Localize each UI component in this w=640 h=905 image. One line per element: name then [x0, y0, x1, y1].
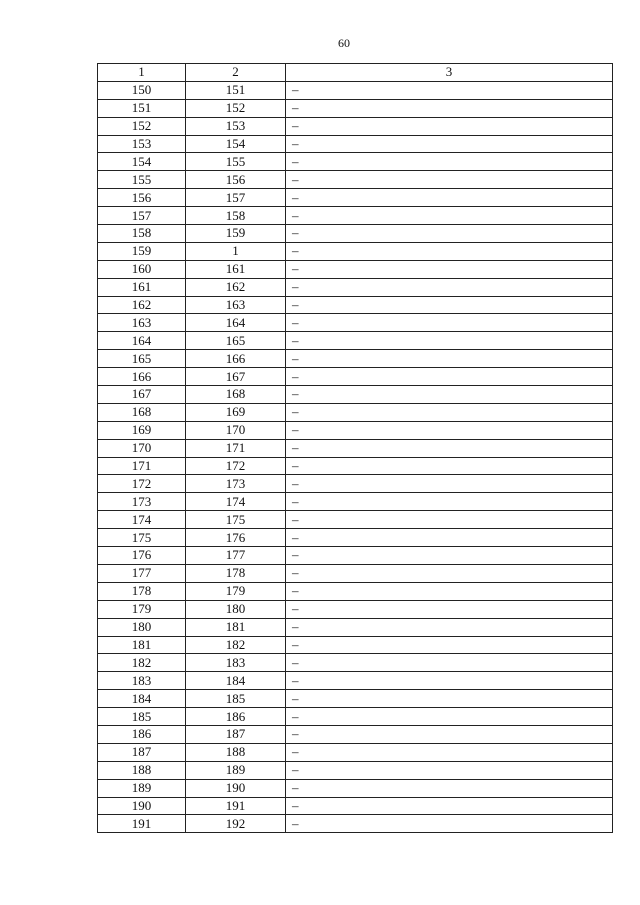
table-cell-col-1: 190 — [98, 797, 186, 815]
table-header — [98, 64, 613, 82]
table-cell-col-3: – — [286, 135, 613, 153]
table-cell-col-1: 171 — [98, 457, 186, 475]
table-row — [98, 135, 613, 153]
table-cell-col-1: 177 — [98, 564, 186, 582]
table-cell-col-1: 170 — [98, 439, 186, 457]
table-cell-col-2: 187 — [186, 725, 286, 743]
table-row — [98, 529, 613, 547]
table-cell-col-2: 158 — [186, 207, 286, 225]
table-cell-col-2: 169 — [186, 403, 286, 421]
table-cell-col-1: 162 — [98, 296, 186, 314]
table-cell-col-3: – — [286, 386, 613, 404]
table-cell-col-3: – — [286, 368, 613, 386]
table-row — [98, 207, 613, 225]
table-row — [98, 242, 613, 260]
table-cell-col-1: 186 — [98, 725, 186, 743]
table-cell-col-3: – — [286, 636, 613, 654]
table-cell-col-1: 188 — [98, 761, 186, 779]
table-cell-col-1: 166 — [98, 368, 186, 386]
table-row — [98, 117, 613, 135]
table-row — [98, 153, 613, 171]
table-row — [98, 386, 613, 404]
table-row — [98, 260, 613, 278]
table-cell-col-2: 163 — [186, 296, 286, 314]
table-cell-col-3: – — [286, 815, 613, 833]
table-cell-col-3: – — [286, 547, 613, 565]
table-cell-col-1: 163 — [98, 314, 186, 332]
data-table — [97, 63, 613, 833]
table-cell-col-3: – — [286, 260, 613, 278]
table-cell-col-2: 156 — [186, 171, 286, 189]
table-cell-col-1: 182 — [98, 654, 186, 672]
table-cell-col-1: 161 — [98, 278, 186, 296]
table-cell-col-2: 176 — [186, 529, 286, 547]
table-cell-col-1: 180 — [98, 618, 186, 636]
table-cell-col-2: 175 — [186, 511, 286, 529]
table-cell-col-2: 191 — [186, 797, 286, 815]
table-row — [98, 564, 613, 582]
table-cell-col-3: – — [286, 493, 613, 511]
table-cell-col-2: 192 — [186, 815, 286, 833]
table-cell-col-3: – — [286, 225, 613, 243]
table-cell-col-1: 185 — [98, 708, 186, 726]
table-row — [98, 636, 613, 654]
table-row — [98, 708, 613, 726]
table-row — [98, 225, 613, 243]
table-cell-col-3: – — [286, 511, 613, 529]
table-cell-col-1: 158 — [98, 225, 186, 243]
table-cell-col-2: 189 — [186, 761, 286, 779]
table-cell-col-3: – — [286, 350, 613, 368]
table-cell-col-1: 150 — [98, 81, 186, 99]
table-body — [98, 81, 613, 832]
table-row — [98, 171, 613, 189]
table-cell-col-2: 166 — [186, 350, 286, 368]
table-cell-col-2: 180 — [186, 600, 286, 618]
table-cell-col-2: 178 — [186, 564, 286, 582]
table-row — [98, 350, 613, 368]
table-row — [98, 600, 613, 618]
table-cell-col-1: 151 — [98, 99, 186, 117]
table-row — [98, 547, 613, 565]
table-row — [98, 368, 613, 386]
table-row — [98, 690, 613, 708]
table-cell-col-3: – — [286, 564, 613, 582]
table-cell-col-3: – — [286, 743, 613, 761]
table-cell-col-3: – — [286, 81, 613, 99]
table-row — [98, 403, 613, 421]
table-cell-col-3: – — [286, 153, 613, 171]
table-cell-col-1: 179 — [98, 600, 186, 618]
table-row — [98, 99, 613, 117]
table-row — [98, 511, 613, 529]
table-row — [98, 761, 613, 779]
table-row — [98, 457, 613, 475]
table-row — [98, 654, 613, 672]
table-cell-col-3: – — [286, 582, 613, 600]
table-cell-col-1: 174 — [98, 511, 186, 529]
table-cell-col-3: – — [286, 242, 613, 260]
table-row — [98, 797, 613, 815]
table-cell-col-2: 188 — [186, 743, 286, 761]
table-cell-col-1: 154 — [98, 153, 186, 171]
table-cell-col-3: – — [286, 654, 613, 672]
table-cell-col-1: 155 — [98, 171, 186, 189]
table-cell-col-3: – — [286, 314, 613, 332]
column-header-3: 3 — [286, 64, 613, 82]
table-row — [98, 278, 613, 296]
table-cell-col-1: 156 — [98, 189, 186, 207]
table-cell-col-2: 174 — [186, 493, 286, 511]
table-cell-col-2: 157 — [186, 189, 286, 207]
table-row — [98, 582, 613, 600]
table-cell-col-2: 159 — [186, 225, 286, 243]
table-cell-col-3: – — [286, 296, 613, 314]
table-cell-col-1: 169 — [98, 421, 186, 439]
table-row — [98, 439, 613, 457]
page-number: 60 — [338, 36, 350, 50]
table-cell-col-1: 173 — [98, 493, 186, 511]
table-cell-col-2: 173 — [186, 475, 286, 493]
table-row — [98, 743, 613, 761]
table-cell-col-2: 185 — [186, 690, 286, 708]
table-cell-col-2: 162 — [186, 278, 286, 296]
table-row — [98, 475, 613, 493]
table-cell-col-2: 183 — [186, 654, 286, 672]
table-cell-col-2: 167 — [186, 368, 286, 386]
table-cell-col-2: 152 — [186, 99, 286, 117]
table-cell-col-3: – — [286, 332, 613, 350]
table-header-row — [98, 64, 613, 82]
table-cell-col-3: – — [286, 278, 613, 296]
table-cell-col-2: 184 — [186, 672, 286, 690]
table-cell-col-3: – — [286, 618, 613, 636]
table-cell-col-3: – — [286, 672, 613, 690]
table-cell-col-1: 176 — [98, 547, 186, 565]
table-cell-col-2: 165 — [186, 332, 286, 350]
column-header-1: 1 — [98, 64, 186, 82]
table-cell-col-1: 153 — [98, 135, 186, 153]
table-cell-col-3: – — [286, 171, 613, 189]
table-cell-col-2: 181 — [186, 618, 286, 636]
table-cell-col-3: – — [286, 529, 613, 547]
table-cell-col-3: – — [286, 421, 613, 439]
table-cell-col-1: 172 — [98, 475, 186, 493]
table-row — [98, 672, 613, 690]
table-row — [98, 296, 613, 314]
table-cell-col-2: 190 — [186, 779, 286, 797]
table-cell-col-2: 151 — [186, 81, 286, 99]
table-row — [98, 815, 613, 833]
table-cell-col-3: – — [286, 457, 613, 475]
table-cell-col-2: 179 — [186, 582, 286, 600]
table-cell-col-1: 165 — [98, 350, 186, 368]
table-cell-col-1: 178 — [98, 582, 186, 600]
table-cell-col-1: 157 — [98, 207, 186, 225]
table-cell-col-3: – — [286, 189, 613, 207]
table-cell-col-2: 154 — [186, 135, 286, 153]
table-cell-col-1: 168 — [98, 403, 186, 421]
table-cell-col-3: – — [286, 207, 613, 225]
table-cell-col-1: 164 — [98, 332, 186, 350]
table-cell-col-3: – — [286, 117, 613, 135]
table-cell-col-3: – — [286, 403, 613, 421]
table-row — [98, 332, 613, 350]
table-cell-col-3: – — [286, 797, 613, 815]
table-cell-col-3: – — [286, 475, 613, 493]
table-cell-col-3: – — [286, 99, 613, 117]
table-cell-col-1: 160 — [98, 260, 186, 278]
table-cell-col-3: – — [286, 779, 613, 797]
table-row — [98, 618, 613, 636]
table-row — [98, 421, 613, 439]
table-cell-col-2: 161 — [186, 260, 286, 278]
table-cell-col-2: 186 — [186, 708, 286, 726]
table-cell-col-3: – — [286, 708, 613, 726]
table-cell-col-2: 177 — [186, 547, 286, 565]
table-row — [98, 314, 613, 332]
table-row — [98, 189, 613, 207]
table-row — [98, 81, 613, 99]
table-cell-col-1: 175 — [98, 529, 186, 547]
table-row — [98, 725, 613, 743]
table-row — [98, 779, 613, 797]
table-cell-col-1: 191 — [98, 815, 186, 833]
table-cell-col-2: 172 — [186, 457, 286, 475]
table-cell-col-1: 152 — [98, 117, 186, 135]
table-cell-col-2: 1 — [186, 242, 286, 260]
table-cell-col-3: – — [286, 761, 613, 779]
table-cell-col-2: 164 — [186, 314, 286, 332]
table-cell-col-1: 167 — [98, 386, 186, 404]
column-header-2: 2 — [186, 64, 286, 82]
table-cell-col-2: 171 — [186, 439, 286, 457]
table-cell-col-1: 159 — [98, 242, 186, 260]
table-cell-col-1: 184 — [98, 690, 186, 708]
table-cell-col-1: 181 — [98, 636, 186, 654]
table-cell-col-3: – — [286, 690, 613, 708]
table-cell-col-2: 155 — [186, 153, 286, 171]
table-cell-col-2: 182 — [186, 636, 286, 654]
table-cell-col-2: 170 — [186, 421, 286, 439]
table-cell-col-1: 189 — [98, 779, 186, 797]
table-cell-col-1: 183 — [98, 672, 186, 690]
table-cell-col-2: 168 — [186, 386, 286, 404]
table-row — [98, 493, 613, 511]
table-cell-col-1: 187 — [98, 743, 186, 761]
table-cell-col-3: – — [286, 600, 613, 618]
table-cell-col-3: – — [286, 725, 613, 743]
table-cell-col-3: – — [286, 439, 613, 457]
table-cell-col-2: 153 — [186, 117, 286, 135]
